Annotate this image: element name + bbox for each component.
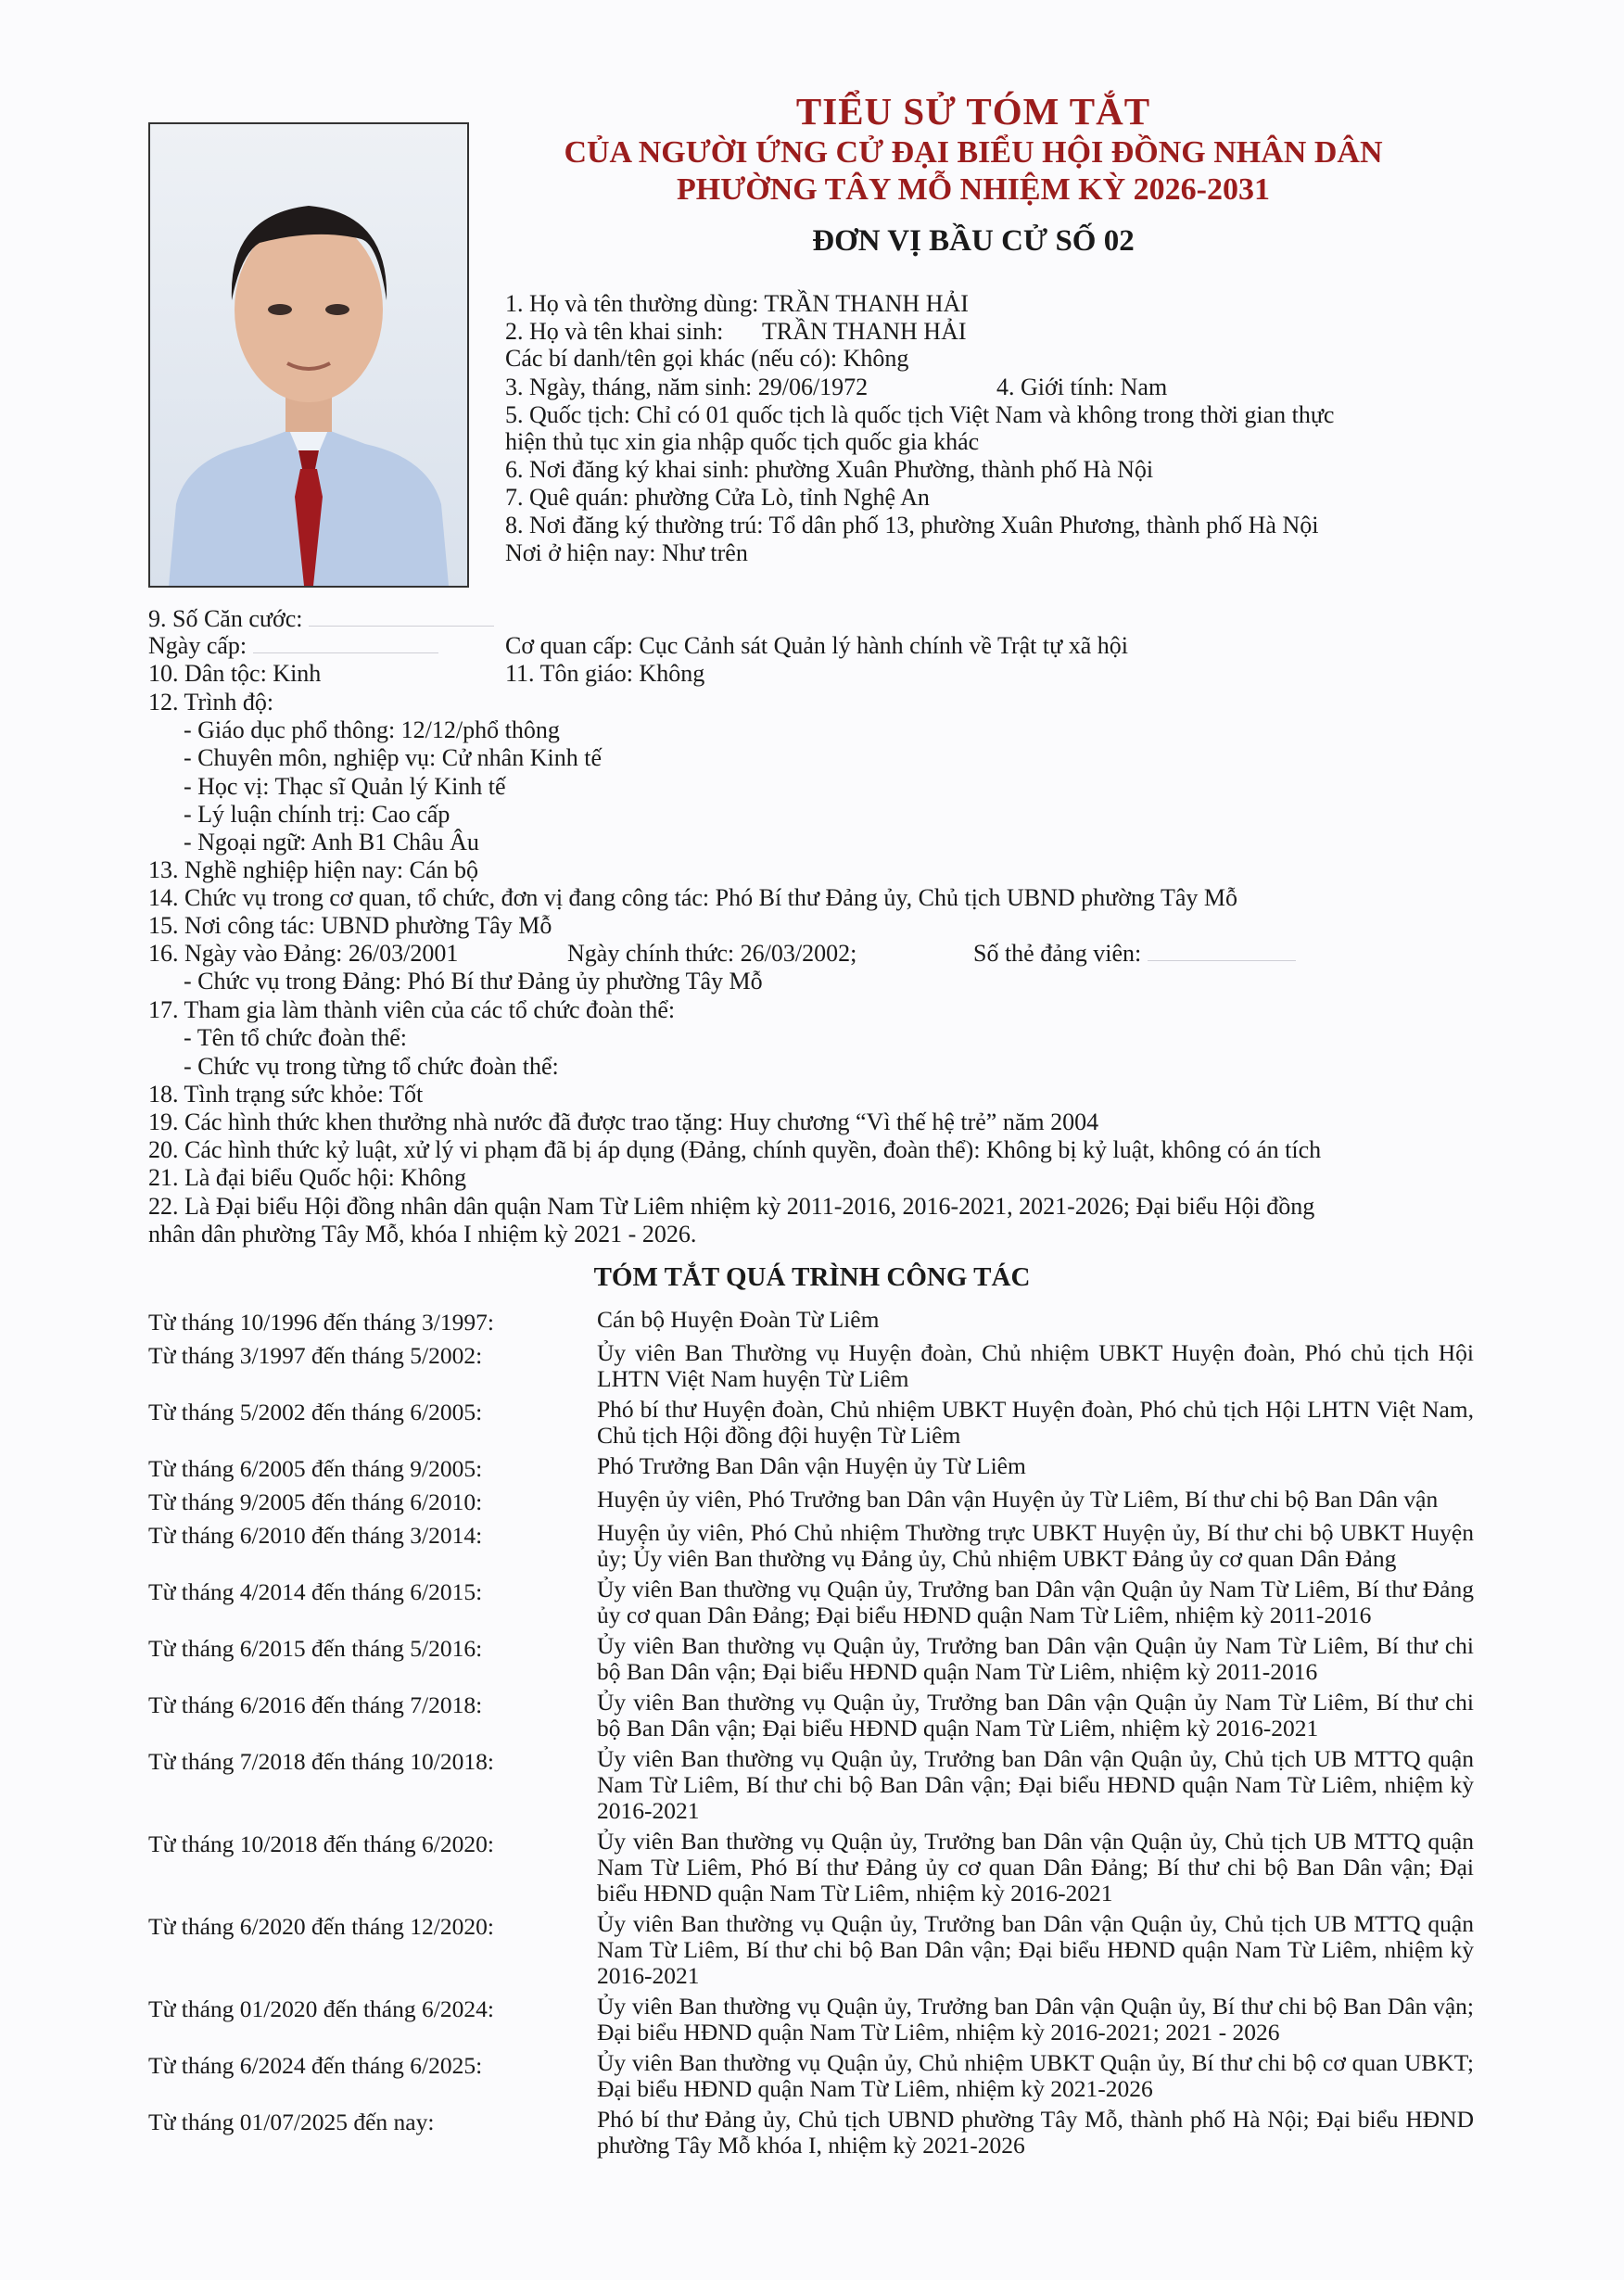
career-description: Phó Trưởng Ban Dân vận Huyện ủy Từ Liêm: [597, 1452, 1026, 1479]
info-nationality-cont: hiện thủ tục xin gia nhập quốc tịch quốc gia khác: [505, 428, 980, 455]
career-table: [148, 1307, 1474, 2163]
info-position: 14. Chức vụ trong cơ quan, tổ chức, đơn vị đang công tác: Phó Bí thư Đảng ủy, Chủ tịch UBND phường Tây Mỗ: [148, 884, 1238, 911]
info-organizations: 17. Tham gia làm thành viên của các tổ chức đoàn thể:: [148, 996, 676, 1023]
career-description: Ủy viên Ban thường vụ Quận ủy, Trưởng ban Dân vận Quận ủy Nam Từ Liêm, Bí thư chi bộ Ban Dân vận; Đại biểu HĐND quận Nam Từ Liêm, nhiệm kỳ 2016-2021: [597, 1689, 1474, 1742]
candidate-photo: [148, 122, 469, 588]
info-organization-role: - Chức vụ trong từng tổ chức đoàn thể:: [184, 1053, 559, 1080]
info-political-theory: - Lý luận chính trị: Cao cấp: [184, 801, 450, 828]
career-row: [148, 1397, 1474, 1449]
career-row: [148, 1487, 1474, 1515]
info-party-card: Số thẻ đảng viên:: [973, 940, 1296, 968]
career-description: Phó bí thư Huyện đoàn, Chủ nhiệm UBKT Huyện đoàn, Phó chủ tịch Hội LHTN Việt Nam, Chủ tịch Hội đồng đội huyện Từ Liêm: [597, 1396, 1474, 1449]
info-council-delegate-cont: nhân dân phường Tây Mỗ, khóa I nhiệm kỳ 2021 - 2026.: [148, 1221, 697, 1248]
career-period: Từ tháng 10/2018 đến tháng 6/2020:: [148, 1830, 494, 1857]
electoral-unit: ĐƠN VỊ BẦU CỬ SỐ 02: [812, 224, 1135, 258]
info-residence: 8. Nơi đăng ký thường trú: Tổ dân phố 13, phường Xuân Phương, thành phố Hà Nội: [505, 512, 1319, 538]
career-period: Từ tháng 01/2020 đến tháng 6/2024:: [148, 1995, 494, 2022]
career-row: [148, 1690, 1474, 1742]
info-occupation: 13. Nghề nghiệp hiện nay: Cán bộ: [148, 856, 478, 883]
info-id-issuer: Cơ quan cấp: Cục Cảnh sát Quản lý hành chính về Trật tự xã hội: [505, 632, 1128, 659]
document-subtitle-1: CỦA NGƯỜI ỨNG CỬ ĐẠI BIỂU HỘI ĐỒNG NHÂN DÂN: [564, 135, 1383, 170]
info-current-address: Nơi ở hiện nay: Như trên: [505, 539, 748, 566]
career-row: [148, 1577, 1474, 1628]
redacted-field: [1148, 960, 1296, 961]
career-row: [148, 1520, 1474, 1572]
career-description: Ủy viên Ban Thường vụ Huyện đoàn, Chủ nhiệm UBKT Huyện đoàn, Phó chủ tịch Hội LHTN Việt Nam huyện Từ Liêm: [597, 1339, 1474, 1392]
info-workplace: 15. Nơi công tác: UBND phường Tây Mỗ: [148, 912, 552, 939]
info-professional: - Chuyên môn, nghiệp vụ: Cử nhân Kinh tế: [184, 744, 602, 771]
info-birth-registration: 6. Nơi đăng ký khai sinh: phường Xuân Phường, thành phố Hà Nội: [505, 456, 1154, 483]
info-organization-name: - Tên tổ chức đoàn thể:: [184, 1024, 408, 1051]
info-council-delegate: 22. Là Đại biểu Hội đồng nhân dân quận Nam Từ Liêm nhiệm kỳ 2011-2016, 2016-2021, 2021-2026; Đại biểu Hội đồng: [148, 1193, 1315, 1220]
document-subtitle-2: PHƯỜNG TÂY MỖ NHIỆM KỲ 2026-2031: [677, 172, 1270, 207]
career-period: Từ tháng 4/2014 đến tháng 6/2015:: [148, 1578, 483, 1605]
career-period: Từ tháng 6/2010 đến tháng 3/2014:: [148, 1522, 483, 1549]
info-gender: 4. Giới tính: Nam: [996, 374, 1168, 400]
info-health: 18. Tình trạng sức khỏe: Tốt: [148, 1081, 424, 1108]
career-description: Ủy viên Ban thường vụ Quận ủy, Trưởng ban Dân vận Quận ủy, Bí thư chi bộ Ban Dân vận; Đại biểu HĐND quận Nam Từ Liêm, nhiệm kỳ 2016-2021; 2021 - 2026: [597, 1993, 1474, 2046]
career-row: [148, 1453, 1474, 1482]
career-row: [148, 1746, 1474, 1824]
career-description: Cán bộ Huyện Đoàn Từ Liêm: [597, 1306, 880, 1333]
career-row: [148, 2050, 1474, 2102]
info-party-position: - Chức vụ trong Đảng: Phó Bí thư Đảng ủy phường Tây Mỗ: [184, 968, 763, 994]
career-row: [148, 1307, 1474, 1336]
career-row: [148, 1340, 1474, 1392]
career-row: [148, 2107, 1474, 2159]
career-description: Ủy viên Ban thường vụ Quận ủy, Chủ nhiệm UBKT Quận ủy, Bí thư chi bộ cơ quan UBKT; Đại biểu HĐND quận Nam Từ Liêm, nhiệm kỳ 2021-2026: [597, 2049, 1474, 2102]
info-aliases: Các bí danh/tên gọi khác (nếu có): Không: [505, 345, 909, 372]
career-period: Từ tháng 6/2020 đến tháng 12/2020:: [148, 1913, 494, 1940]
info-common-name: 1. Họ và tên thường dùng: TRẦN THANH HẢI: [505, 290, 969, 317]
info-ethnicity: 10. Dân tộc: Kinh: [148, 660, 322, 687]
info-education-heading: 12. Trình độ:: [148, 689, 274, 716]
career-row: [148, 1994, 1474, 2046]
info-id-number: 9. Số Căn cước:: [148, 605, 494, 633]
career-period: Từ tháng 6/2005 đến tháng 9/2005:: [148, 1455, 483, 1482]
career-section-title: TÓM TẮT QUÁ TRÌNH CÔNG TÁC: [593, 1262, 1031, 1292]
info-foreign-language: - Ngoại ngữ: Anh B1 Châu Âu: [184, 829, 479, 855]
career-description: Huyện ủy viên, Phó Trưởng ban Dân vận Huyện ủy Từ Liêm, Bí thư chi bộ Ban Dân vận: [597, 1486, 1439, 1513]
info-discipline: 20. Các hình thức kỷ luật, xử lý vi phạm đã bị áp dụng (Đảng, chính quyền, đoàn thể): Không bị kỷ luật, không có án tích: [148, 1136, 1322, 1163]
info-national-assembly: 21. Là đại biểu Quốc hội: Không: [148, 1164, 466, 1191]
career-description: Ủy viên Ban thường vụ Quận ủy, Trưởng ban Dân vận Quận ủy Nam Từ Liêm, Bí thư Đảng ủy cơ quan Dân Đảng; Đại biểu HĐND quận Nam Từ Liêm, nhiệm kỳ 2011-2016: [597, 1576, 1474, 1628]
info-religion: 11. Tôn giáo: Không: [505, 660, 705, 687]
info-birth-date: 3. Ngày, tháng, năm sinh: 29/06/1972: [505, 374, 869, 400]
career-period: Từ tháng 01/07/2025 đến nay:: [148, 2109, 435, 2135]
info-birth-name-label: 2. Họ và tên khai sinh:: [505, 318, 724, 345]
info-id-issue-date: Ngày cấp:: [148, 632, 438, 660]
career-description: Ủy viên Ban thường vụ Quận ủy, Trưởng ban Dân vận Quận ủy Nam Từ Liêm, Bí thư chi bộ Ban Dân vận; Đại biểu HĐND quận Nam Từ Liêm, nhiệm kỳ 2011-2016: [597, 1632, 1474, 1685]
career-period: Từ tháng 6/2016 đến tháng 7/2018:: [148, 1691, 483, 1718]
redacted-field: [309, 626, 494, 627]
info-hometown: 7. Quê quán: phường Cửa Lò, tỉnh Nghệ An: [505, 484, 930, 511]
redacted-field: [253, 652, 438, 653]
info-birth-name-value: TRẦN THANH HẢI: [762, 318, 967, 345]
career-period: Từ tháng 3/1997 đến tháng 5/2002:: [148, 1342, 483, 1369]
career-row: [148, 1911, 1474, 1989]
career-description: Huyện ủy viên, Phó Chủ nhiệm Thường trực UBKT Huyện ủy, Bí thư chi bộ UBKT Huyện ủy; Ủy viên Ban thường vụ Đảng ủy, Chủ nhiệm UBKT Đảng ủy cơ quan Dân Đảng: [597, 1519, 1474, 1572]
career-period: Từ tháng 6/2015 đến tháng 5/2016:: [148, 1635, 483, 1662]
career-period: Từ tháng 7/2018 đến tháng 10/2018:: [148, 1748, 494, 1775]
career-description: Ủy viên Ban thường vụ Quận ủy, Trưởng ban Dân vận Quận ủy, Chủ tịch UB MTTQ quận Nam Từ Liêm, Bí thư chi bộ Ban Dân vận; Đại biểu HĐND quận Nam Từ Liêm, nhiệm kỳ 2016-2021: [597, 1745, 1474, 1824]
career-row: [148, 1633, 1474, 1685]
document-title: TIỂU SỬ TÓM TẮT: [795, 90, 1151, 133]
career-description: Phó bí thư Đảng ủy, Chủ tịch UBND phường Tây Mỗ, thành phố Hà Nội; Đại biểu HĐND phường Tây Mỗ khóa I, nhiệm kỳ 2021-2026: [597, 2106, 1474, 2159]
info-degree: - Học vị: Thạc sĩ Quản lý Kinh tế: [184, 773, 506, 800]
career-period: Từ tháng 6/2024 đến tháng 6/2025:: [148, 2052, 483, 2079]
career-period: Từ tháng 10/1996 đến tháng 3/1997:: [148, 1309, 494, 1336]
career-description: Ủy viên Ban thường vụ Quận ủy, Trưởng ban Dân vận Quận ủy, Chủ tịch UB MTTQ quận Nam Từ Liêm, Bí thư chi bộ Ban Dân vận; Đại biểu HĐND quận Nam Từ Liêm, nhiệm kỳ 2016-2021: [597, 1910, 1474, 1989]
info-party-official-date: Ngày chính thức: 26/03/2002;: [567, 940, 857, 967]
info-party-join-date: 16. Ngày vào Đảng: 26/03/2001: [148, 940, 459, 967]
career-period: Từ tháng 9/2005 đến tháng 6/2010:: [148, 1488, 483, 1515]
career-description: Ủy viên Ban thường vụ Quận ủy, Trưởng ban Dân vận Quận ủy, Chủ tịch UB MTTQ quận Nam Từ Liêm, Phó Bí thư Đảng ủy cơ quan Dân Đảng; Bí thư chi bộ Ban Dân vận; Đại biểu HĐND quận Nam Từ Liêm, nhiệm kỳ 2016-2021: [597, 1828, 1474, 1906]
info-general-education: - Giáo dục phổ thông: 12/12/phổ thông: [184, 716, 560, 743]
career-period: Từ tháng 5/2002 đến tháng 6/2005:: [148, 1399, 483, 1425]
portrait-image: [150, 124, 467, 586]
info-nationality: 5. Quốc tịch: Chỉ có 01 quốc tịch là quốc tịch Việt Nam và không trong thời gian thực: [505, 401, 1335, 428]
career-row: [148, 1829, 1474, 1906]
info-awards: 19. Các hình thức khen thưởng nhà nước đã được trao tặng: Huy chương “Vì thế hệ trẻ” năm 2004: [148, 1108, 1099, 1135]
